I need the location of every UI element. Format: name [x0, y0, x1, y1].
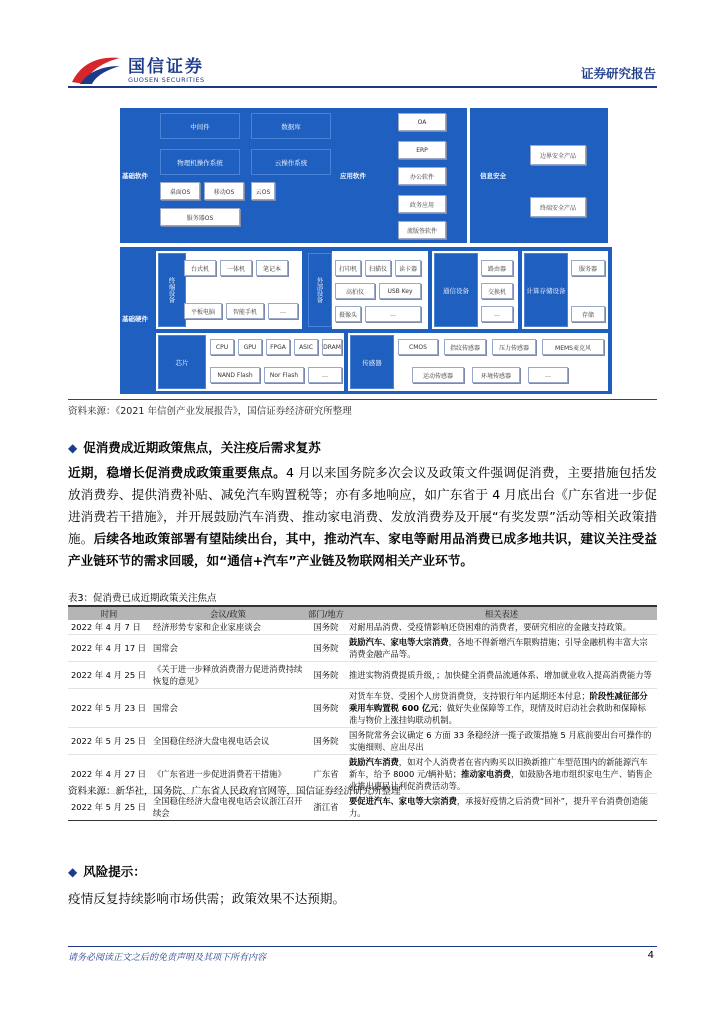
footer-divider: [68, 946, 657, 947]
label-chip: 芯片: [158, 335, 206, 389]
item-server-os: 服务器OS: [160, 208, 240, 226]
desc-text-2: ，如鼓励各地市组织家电生产、销售企业推出惠民让利促消费活动等。: [349, 769, 653, 791]
item-stream-software: 流版签软件: [398, 221, 446, 239]
cell-date: 2022 年 5 月 23 日: [68, 689, 150, 728]
item-env-sensor: 环境传感器: [472, 367, 520, 383]
item-database: 数据库: [251, 113, 331, 139]
item-gpu: GPU: [238, 339, 262, 355]
cell-dept: 浙江省: [306, 794, 346, 821]
item-storage: 存储: [571, 306, 605, 322]
cell-policy: 全国稳住经济大盘电视电话会议: [150, 728, 306, 755]
item-laptop: 笔记本: [256, 260, 288, 276]
cell-desc: [346, 620, 657, 635]
cell-date: 2022 年 4 月 25 日: [68, 662, 150, 689]
cell-dept: 国务院: [306, 689, 346, 728]
item-mobile-os: 移动OS: [204, 182, 244, 200]
item-mems-mic: MEMS麦克风: [542, 339, 604, 355]
cell-date: 2022 年 5 月 25 日: [68, 728, 150, 755]
cell-date: 2022 年 4 月 27 日: [68, 755, 150, 794]
item-asic: ASIC: [294, 339, 318, 355]
cell-desc: [346, 635, 657, 662]
risk-paragraph: 疫情反复持续影响市场供需；政策效果不达预期。: [68, 891, 346, 906]
cell-desc: [346, 728, 657, 755]
item-terminal-security: 终端安全产品: [530, 197, 586, 217]
label-base-software: 基础软件: [122, 172, 148, 180]
desc-text: ，如对个人消费者在省内购买以旧换新推广车型范围内的新能源汽车新车，给予 8000 元/辆补贴；: [349, 757, 648, 779]
label-app-software: 应用软件: [340, 172, 366, 180]
item-desktop: 台式机: [184, 260, 216, 276]
table-row: [68, 620, 657, 635]
item-cloud-os: 云操作系统: [251, 149, 331, 175]
section-title-consumption: [68, 438, 321, 456]
item-fpga: FPGA: [266, 339, 290, 355]
desc-text: 对耐用品消费、受疫情影响还贷困难的消费者，要研究相应的金融支持政策。: [349, 622, 632, 632]
item-cpu: CPU: [210, 339, 234, 355]
label-comm-device: 通信设备: [434, 253, 478, 327]
item-motion-sensor: 运动传感器: [412, 367, 464, 383]
item-camera: 摄像头: [335, 306, 361, 322]
item-desktop-os: 桌面OS: [160, 182, 200, 200]
cell-policy: 国常会: [150, 635, 306, 662]
header-date: 时间: [68, 606, 150, 620]
item-usb-key: USB Key: [379, 283, 421, 299]
table-row: [68, 689, 657, 728]
diamond-bullet-icon: ◆: [68, 441, 78, 455]
item-smartphone: 智能手机: [226, 303, 264, 319]
item-middleware: 中间件: [160, 113, 240, 139]
table-row: [68, 662, 657, 689]
item-card-reader: 读卡器: [395, 260, 421, 276]
item-tablet: 平板电脑: [184, 303, 222, 319]
guosen-logo: [70, 50, 210, 90]
cell-policy: 经济形势专家和企业家座谈会: [150, 620, 306, 635]
desc-text: ，承接好疫情之后消费“回补”，提升平台消费创造能力。: [349, 796, 649, 818]
item-pressure-sensor: 压力传感器: [492, 339, 536, 355]
desc-bold: 要促进汽车、家电等大宗消费: [349, 796, 457, 806]
item-physical-os: 物理机操作系统: [160, 149, 240, 175]
cell-desc: [346, 662, 657, 689]
item-all-in-one: 一体机: [220, 260, 252, 276]
cell-desc: [346, 794, 657, 821]
label-base-hardware: 基础硬件: [122, 315, 148, 323]
desc-bold: 鼓励汽车、家电等大宗消费: [349, 637, 449, 647]
header-policy: 会议/政策: [150, 606, 306, 620]
desc-bold: 鼓励汽车消费: [349, 757, 399, 767]
item-nor-flash: Nor Flash: [264, 367, 304, 383]
cell-policy: 《关于进一步释放消费潜力促进消费持续恢复的意见》: [150, 662, 306, 689]
item-peripheral-more: …: [365, 306, 421, 322]
label-terminal: 终端设备: [158, 253, 186, 327]
section-title-risk: [68, 862, 146, 880]
page-number: 4: [647, 950, 654, 961]
item-oa: OA: [398, 113, 446, 131]
report-type: 证券研究报告: [580, 66, 656, 81]
table-row: [68, 794, 657, 821]
desc-text: ，各地不得新增汽车限购措施；引导金融机构丰富大宗消费金融产品等。: [349, 637, 648, 659]
footer-disclaimer: 请务必阅读正文之后的免责声明及其项下所有内容: [68, 953, 267, 963]
cell-policy: 国常会: [150, 689, 306, 728]
risk-title-text: 风险提示：: [83, 864, 146, 879]
item-server: 服务器: [571, 260, 605, 276]
table-caption: 表3：促消费已成近期政策关注焦点: [68, 593, 217, 604]
cell-date: 2022 年 4 月 7 日: [68, 620, 150, 635]
item-boundary-security: 边界安全产品: [530, 145, 586, 165]
item-comm-more: …: [481, 306, 513, 322]
cell-desc: [346, 689, 657, 728]
cell-dept: 国务院: [306, 635, 346, 662]
cell-policy: 《广东省进一步促进消费若干措施》: [150, 755, 306, 794]
label-compute-storage: 计算存储设备: [524, 253, 568, 327]
label-peripheral: 外部设备: [308, 253, 332, 327]
item-printer: 打印机: [335, 260, 361, 276]
table-source: 资料来源：新华社，国务院、广东省人民政府官网等，国信证券经济研究所整理: [68, 786, 401, 797]
para-conclusion: 后续各地政策部署有望陆续出台，其中，推动汽车、家电等耐用品消费已成多地共识，建议关注受益产业链环节的需求回暖，如“通信+汽车”产业链及物联网相关产业环节。: [68, 531, 658, 568]
desc-text: 对货车车贷、受困个人房贷消费贷，支持银行年内延期还本付息；: [349, 691, 590, 701]
header-divider: [68, 86, 657, 88]
para-lead: 近期，稳增长促消费成政策重要焦点。: [68, 465, 286, 480]
desc-text: 推进实物消费提质升级，；加快健全消费品流通体系、增加就业收入提高消费能力等: [349, 670, 652, 680]
item-terminal-more: …: [268, 303, 298, 319]
item-fingerprint-sensor: 指纹传感器: [444, 339, 486, 355]
table-row: [68, 635, 657, 662]
item-scanner: 扫描仪: [365, 260, 391, 276]
section-title-text: 促消费成近期政策焦点，关注疫后需求复苏: [83, 440, 321, 455]
desc-text-2: ；做好失业保障等工作，现情及时启动社会救助和保障标准与物价上涨挂钩联动机制。: [349, 703, 646, 725]
item-sensor-more: …: [528, 367, 568, 383]
diamond-bullet-icon: ◆: [68, 865, 78, 879]
item-nand-flash: NAND Flash: [210, 367, 260, 383]
item-office: 办公软件: [398, 167, 446, 185]
item-projector: 高拍仪: [335, 283, 375, 299]
item-chip-more: …: [308, 367, 342, 383]
guosen-logo-icon: [70, 52, 122, 86]
header-desc: 相关表述: [346, 606, 657, 620]
logo-chinese-name: 国信证券: [128, 57, 204, 77]
consumption-paragraph: [68, 462, 657, 572]
cell-dept: 国务院: [306, 620, 346, 635]
table-header-row: [68, 606, 657, 620]
item-cloud-os-small: 云OS: [251, 182, 275, 200]
item-cmos: CMOS: [398, 339, 438, 355]
label-info-security: 信息安全: [480, 172, 506, 180]
cell-dept: 广东省: [306, 755, 346, 794]
cell-dept: 国务院: [306, 728, 346, 755]
cell-policy: 全国稳住经济大盘电视电话会议浙江召开续会: [150, 794, 306, 821]
label-sensor: 传感器: [350, 335, 394, 389]
item-dram: DRAM: [322, 339, 342, 355]
table-row: [68, 728, 657, 755]
cell-date: 2022 年 5 月 25 日: [68, 794, 150, 821]
desc-bold: 阶段性减征部分乘用车购置税 600 亿元: [349, 691, 648, 713]
desc-text: 国务院常务会议确定 6 方面 33 条稳经济一揽子政策措施 5 月底前要出台可操作的实施细则、应出尽出: [349, 730, 652, 752]
item-switch: 交换机: [481, 283, 513, 299]
desc-bold-2: 推动家电消费: [461, 769, 511, 779]
item-erp: ERP: [398, 141, 446, 159]
header-dept: 部门/地方: [306, 606, 346, 620]
page-header: [0, 0, 724, 100]
cell-dept: 国务院: [306, 662, 346, 689]
diagram-source: 资料来源：《2021 年信创产业发展报告》，国信证券经济研究所整理: [68, 406, 352, 417]
xinchuang-industry-diagram: [68, 105, 657, 395]
para-body: 4 月以来国务院多次会议及政策文件强调促消费，主要措施包括发放消费券、提供消费补贴、减免汽车购置税等；亦有多地响应，如广东省于 4 月底出台《广东省进一步促进消费若干措施》，并开展鼓励汽车消费、推动家电消费、发放消费券及开展“有奖发票”活动等相关政策措施。: [68, 465, 657, 546]
source-divider: [68, 399, 657, 400]
item-gov-app: 政务应用: [398, 195, 446, 213]
logo-english-name: GUOSEN SECURITIES: [128, 76, 205, 84]
cell-date: 2022 年 4 月 17 日: [68, 635, 150, 662]
item-router: 路由器: [481, 260, 513, 276]
